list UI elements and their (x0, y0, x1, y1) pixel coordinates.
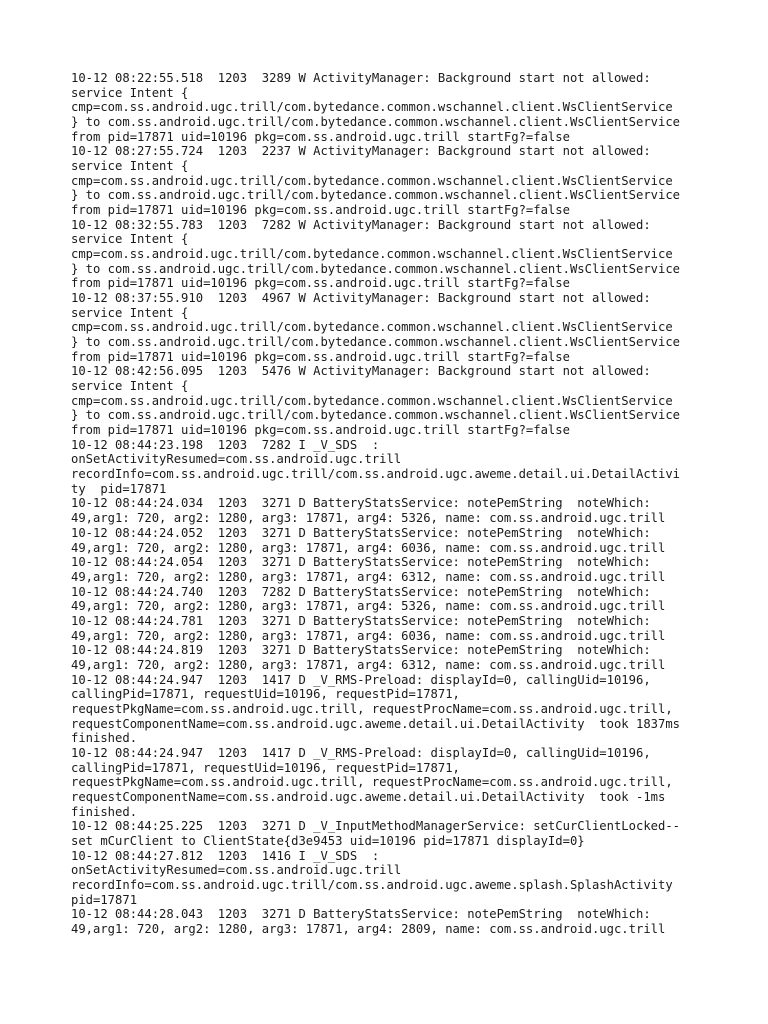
log-line: onSetActivityResumed=com.ss.android.ugc.trill (71, 863, 402, 878)
log-line: 49,arg1: 720, arg2: 1280, arg3: 17871, arg4: 6312, name: com.ss.android.ugc.trill (71, 657, 666, 672)
log-line: cmp=com.ss.android.ugc.trill/com.bytedance.common.wschannel.client.WsClientService (71, 100, 673, 115)
log-line: 10-12 08:37:55.910 1203 4967 W ActivityManager: Background start not allowed: (71, 291, 651, 306)
log-line: service Intent { (71, 85, 189, 100)
log-line: requestComponentName=com.ss.android.ugc.aweme.detail.ui.DetailActivity took -1ms (71, 789, 666, 804)
log-line: ty pid=17871 (71, 481, 167, 496)
log-line: 10-12 08:42:56.095 1203 5476 W ActivityManager: Background start not allowed: (71, 364, 651, 379)
log-line: recordInfo=com.ss.android.ugc.trill/com.ss.android.ugc.aweme.detail.ui.DetailActivi (71, 467, 681, 482)
log-line: cmp=com.ss.android.ugc.trill/com.bytedance.common.wschannel.client.WsClientService (71, 393, 673, 408)
log-line: 49,arg1: 720, arg2: 1280, arg3: 17871, arg4: 6312, name: com.ss.android.ugc.trill (71, 569, 666, 584)
log-line: finished. (71, 804, 138, 819)
log-line: from pid=17871 uid=10196 pkg=com.ss.android.ugc.trill startFg?=false (71, 423, 570, 438)
log-line: 10-12 08:44:24.054 1203 3271 D BatteryStatsService: notePemString noteWhich: (71, 555, 651, 570)
log-line: service Intent { (71, 232, 189, 247)
log-line: requestComponentName=com.ss.android.ugc.aweme.detail.ui.DetailActivity took 1837ms (71, 716, 681, 731)
log-line: requestPkgName=com.ss.android.ugc.trill, requestProcName=com.ss.android.ugc.trill, (71, 775, 673, 790)
log-line: recordInfo=com.ss.android.ugc.trill/com.ss.android.ugc.aweme.splash.SplashActivity (71, 877, 673, 892)
log-line: 49,arg1: 720, arg2: 1280, arg3: 17871, arg4: 2809, name: com.ss.android.ugc.trill (71, 921, 666, 936)
log-line: 10-12 08:27:55.724 1203 2237 W ActivityManager: Background start not allowed: (71, 144, 651, 159)
log-line: 49,arg1: 720, arg2: 1280, arg3: 17871, arg4: 6036, name: com.ss.android.ugc.trill (71, 628, 666, 643)
log-line: 49,arg1: 720, arg2: 1280, arg3: 17871, arg4: 5326, name: com.ss.android.ugc.trill (71, 511, 666, 526)
log-line: requestPkgName=com.ss.android.ugc.trill, requestProcName=com.ss.android.ugc.trill, (71, 701, 673, 716)
log-line: 10-12 08:44:24.052 1203 3271 D BatteryStatsService: notePemString noteWhich: (71, 525, 651, 540)
log-line: 10-12 08:44:24.034 1203 3271 D BatteryStatsService: notePemString noteWhich: (71, 496, 651, 511)
log-line: cmp=com.ss.android.ugc.trill/com.bytedance.common.wschannel.client.WsClientService (71, 173, 673, 188)
log-line: 10-12 08:44:27.812 1203 1416 I _V_SDS : (71, 848, 380, 863)
log-line: } to com.ss.android.ugc.trill/com.bytedance.common.wschannel.client.WsClientService (71, 335, 681, 350)
log-line: 10-12 08:44:24.740 1203 7282 D BatteryStatsService: notePemString noteWhich: (71, 584, 651, 599)
log-line: } to com.ss.android.ugc.trill/com.bytedance.common.wschannel.client.WsClientService (71, 261, 681, 276)
log-line: set mCurClient to ClientState{d3e9453 uid=10196 pid=17871 displayId=0} (71, 833, 585, 848)
log-line: } to com.ss.android.ugc.trill/com.bytedance.common.wschannel.client.WsClientService (71, 408, 681, 423)
log-line: cmp=com.ss.android.ugc.trill/com.bytedance.common.wschannel.client.WsClientService (71, 320, 673, 335)
log-line: 10-12 08:44:24.819 1203 3271 D BatteryStatsService: notePemString noteWhich: (71, 643, 651, 658)
log-line: callingPid=17871, requestUid=10196, requestPid=17871, (71, 687, 460, 702)
log-line: from pid=17871 uid=10196 pkg=com.ss.android.ugc.trill startFg?=false (71, 276, 570, 291)
log-line: service Intent { (71, 305, 189, 320)
log-line: service Intent { (71, 159, 189, 174)
log-line: 10-12 08:44:24.947 1203 1417 D _V_RMS-Preload: displayId=0, callingUid=10196, (71, 745, 651, 760)
log-line: pid=17871 (71, 892, 138, 907)
log-line: 49,arg1: 720, arg2: 1280, arg3: 17871, arg4: 6036, name: com.ss.android.ugc.trill (71, 540, 666, 555)
log-line: callingPid=17871, requestUid=10196, requestPid=17871, (71, 760, 460, 775)
log-line: from pid=17871 uid=10196 pkg=com.ss.android.ugc.trill startFg?=false (71, 203, 570, 218)
log-line: 10-12 08:22:55.518 1203 3289 W ActivityManager: Background start not allowed: (71, 71, 651, 85)
log-document (71, 71, 701, 951)
log-line: service Intent { (71, 379, 189, 394)
log-line: 10-12 08:44:23.198 1203 7282 I _V_SDS : (71, 437, 380, 452)
log-line: cmp=com.ss.android.ugc.trill/com.bytedance.common.wschannel.client.WsClientService (71, 247, 673, 262)
log-line: 10-12 08:44:25.225 1203 3271 D _V_InputMethodManagerService: setCurClientLocked-- (71, 819, 681, 834)
log-line: 10-12 08:32:55.783 1203 7282 W ActivityManager: Background start not allowed: (71, 217, 651, 232)
log-line: } to com.ss.android.ugc.trill/com.bytedance.common.wschannel.client.WsClientService (71, 115, 681, 130)
log-line: 10-12 08:44:24.781 1203 3271 D BatteryStatsService: notePemString noteWhich: (71, 613, 651, 628)
log-line: finished. (71, 731, 138, 746)
log-line: onSetActivityResumed=com.ss.android.ugc.trill (71, 452, 402, 467)
log-line: from pid=17871 uid=10196 pkg=com.ss.android.ugc.trill startFg?=false (71, 349, 570, 364)
log-line: 10-12 08:44:24.947 1203 1417 D _V_RMS-Preload: displayId=0, callingUid=10196, (71, 672, 651, 687)
log-line: 49,arg1: 720, arg2: 1280, arg3: 17871, arg4: 5326, name: com.ss.android.ugc.trill (71, 599, 666, 614)
log-line: from pid=17871 uid=10196 pkg=com.ss.android.ugc.trill startFg?=false (71, 129, 570, 144)
log-line: 10-12 08:44:28.043 1203 3271 D BatteryStatsService: notePemString noteWhich: (71, 907, 651, 922)
log-line: } to com.ss.android.ugc.trill/com.bytedance.common.wschannel.client.WsClientService (71, 188, 681, 203)
